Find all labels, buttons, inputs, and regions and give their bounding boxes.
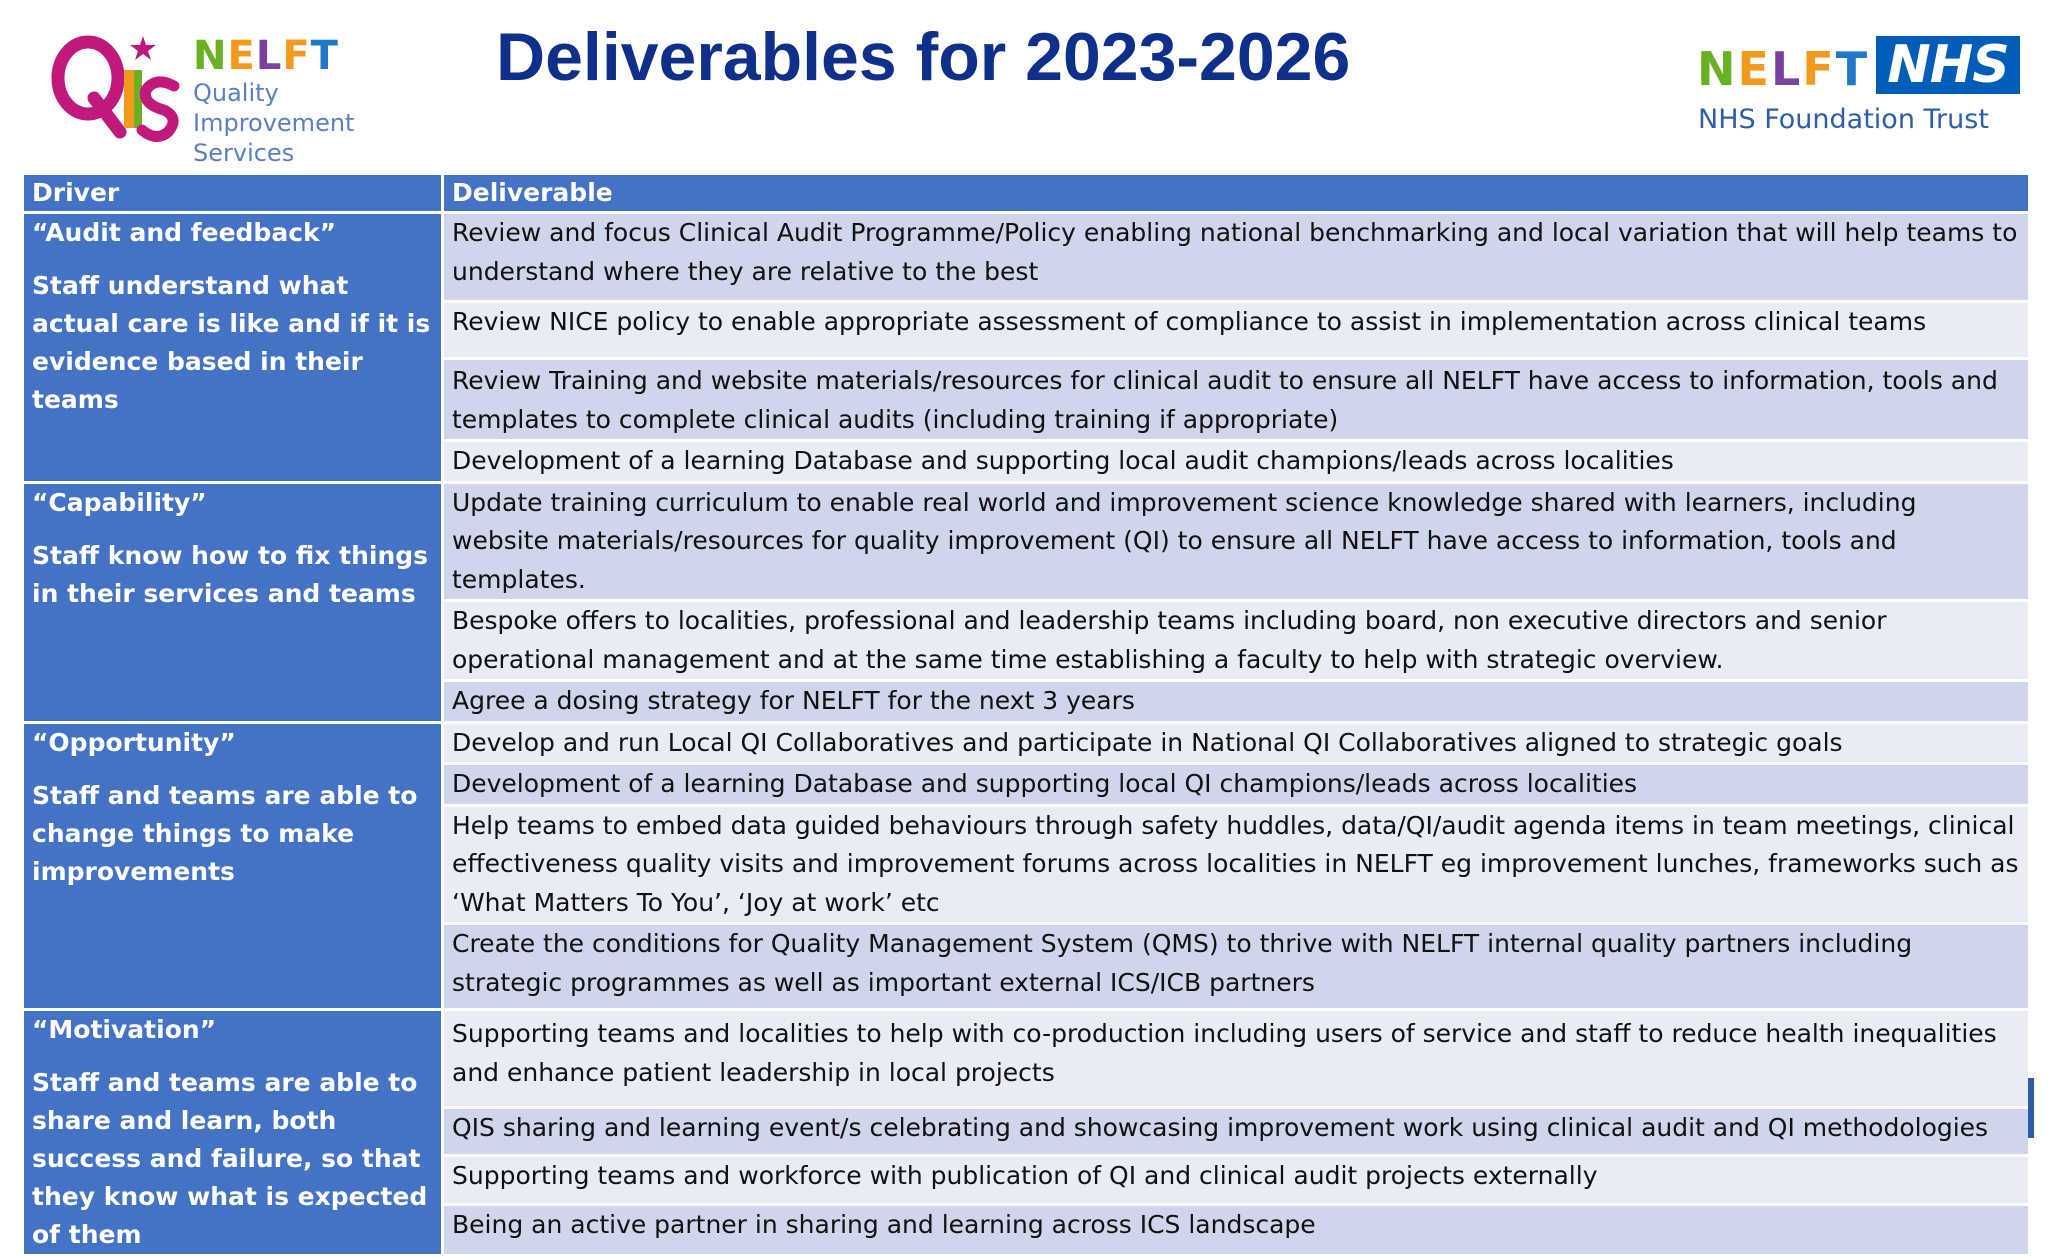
deliverable-cell: Review Training and website materials/resources for clinical audit to ensure all NELFT have access to information, tools and templates to complete clinical audits (including training if appropriate) bbox=[443, 359, 2030, 441]
table-row bbox=[23, 722, 2030, 764]
column-header-driver: Driver bbox=[23, 174, 443, 213]
deliverable-cell: Supporting teams and localities to help with co-production including users of service and staff to reduce health inequalities and enhance patient leadership in local projects bbox=[443, 1010, 2030, 1108]
table-row bbox=[23, 482, 2030, 601]
driver-cell-motivation bbox=[23, 1010, 443, 1256]
deliverable-cell: Review and focus Clinical Audit Programme/Policy enabling national benchmarking and local variation that will help teams to understand where they are relative to the best bbox=[443, 213, 2030, 302]
deliverable-cell: Develop and run Local QI Collaboratives and participate in National QI Collaboratives aligned to strategic goals bbox=[443, 722, 2030, 764]
table-row bbox=[23, 1010, 2030, 1108]
driver-description: Staff understand what actual care is like and if it is evidence based in their teams bbox=[32, 271, 431, 414]
slide-edge-marker bbox=[2028, 1078, 2034, 1138]
qis-brand-nelft: NELFT bbox=[193, 33, 339, 79]
driver-name: “Audit and feedback” bbox=[32, 218, 337, 247]
driver-description: Staff and teams are able to share and learn, both success and failure, so that they know what is expected of them bbox=[32, 1068, 428, 1249]
qis-brand-line1: Quality Improvement bbox=[193, 79, 355, 137]
deliverable-cell: Help teams to embed data guided behaviours through safety huddles, data/QI/audit agenda items in team meetings, clinical effectiveness quality visits and improvement forums across localities in NELFT eg improvement lunches, frameworks such as ‘What Matters To You’, ‘Joy at work’ etc bbox=[443, 805, 2030, 924]
driver-cell-capability bbox=[23, 482, 443, 722]
deliverable-cell: Being an active partner in sharing and learning across ICS landscape bbox=[443, 1204, 2030, 1255]
driver-name: “Capability” bbox=[32, 487, 207, 517]
table-header-row bbox=[23, 174, 2030, 213]
nhs-logo-nelft: NELFT bbox=[1697, 42, 1870, 96]
qis-logo-mark-icon bbox=[46, 28, 186, 148]
driver-name: “Motivation” bbox=[32, 1015, 217, 1044]
deliverable-cell: Development of a learning Database and supporting local QI champions/leads across localities bbox=[443, 764, 2030, 806]
qis-brand-line2: Services bbox=[193, 139, 295, 167]
column-header-deliverable: Deliverable bbox=[443, 174, 2030, 213]
deliverables-table bbox=[21, 172, 2031, 1257]
qis-logo-text bbox=[193, 34, 446, 168]
driver-cell-opportunity bbox=[23, 722, 443, 1010]
driver-description: Staff know how to fix things in their services and teams bbox=[32, 540, 429, 608]
deliverable-cell: Create the conditions for Quality Management System (QMS) to thrive with NELFT internal quality partners including strategic programmes as well as important external ICS/ICB partners bbox=[443, 924, 2030, 1010]
qis-logo bbox=[46, 28, 446, 167]
deliverable-cell: Update training curriculum to enable real world and improvement science knowledge shared with learners, including website materials/resources for quality improvement (QI) to ensure all NELFT have access to information, tools and templates. bbox=[443, 482, 2030, 601]
nhs-logo-box: NHS bbox=[1876, 36, 2020, 94]
driver-description: Staff and teams are able to change things to make improvements bbox=[32, 780, 418, 886]
table-row bbox=[23, 213, 2030, 302]
deliverable-cell: Bespoke offers to localities, professional and leadership teams including board, non executive directors and senior operational management and at the same time establishing a faculty to help with strategic overview. bbox=[443, 601, 2030, 681]
deliverable-cell: Development of a learning Database and supporting local audit champions/leads across localities bbox=[443, 441, 2030, 483]
deliverable-cell: Supporting teams and workforce with publication of QI and clinical audit projects externally bbox=[443, 1156, 2030, 1204]
deliverable-cell: Review NICE policy to enable appropriate assessment of compliance to assist in implementation across clinical teams bbox=[443, 302, 2030, 359]
page-title: Deliverables for 2023-2026 bbox=[496, 19, 1351, 95]
driver-name: “Opportunity” bbox=[32, 727, 236, 757]
driver-cell-audit bbox=[23, 213, 443, 483]
deliverable-cell: Agree a dosing strategy for NELFT for the next 3 years bbox=[443, 681, 2030, 723]
nhs-logo-subtitle: NHS Foundation Trust bbox=[1698, 104, 1989, 135]
deliverable-cell: QIS sharing and learning event/s celebrating and showcasing improvement work using clinical audit and QI methodologies bbox=[443, 1107, 2030, 1155]
nhs-logo bbox=[1694, 32, 2024, 144]
